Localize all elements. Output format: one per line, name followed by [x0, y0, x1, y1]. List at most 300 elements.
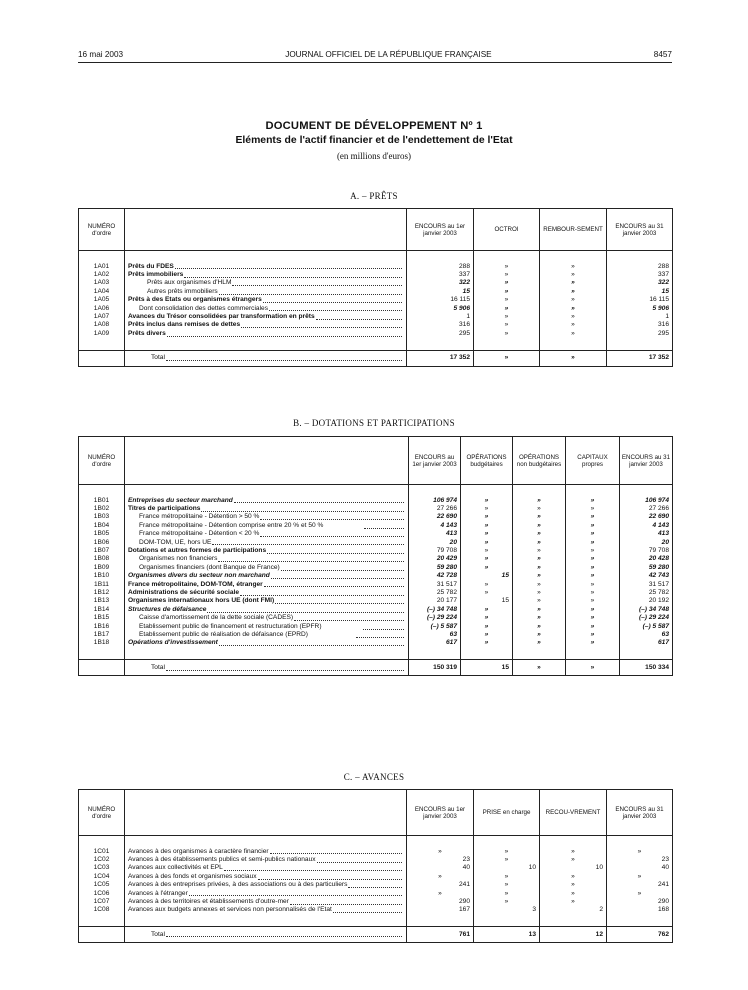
row-code: 1B03: [93, 513, 110, 521]
row-value: »: [461, 564, 513, 572]
row-label: Prêts du FDES: [128, 262, 174, 270]
row-value: 22 690: [409, 513, 461, 521]
row-value: »: [566, 614, 620, 622]
row-value: »: [607, 848, 673, 856]
endowments-row: [79, 614, 673, 622]
row-code: 1B15: [93, 614, 110, 622]
row-value: 5 906: [607, 305, 673, 313]
row-value: 288: [407, 263, 474, 271]
section-c-title: C. – AVANCES: [343, 772, 405, 782]
row-value: 20: [409, 539, 461, 547]
row-label-cell: [125, 513, 409, 521]
row-value: »: [513, 614, 566, 622]
total-value: 150 334: [620, 660, 673, 676]
endowments-row: [79, 564, 673, 572]
advances-col-header-3: PRISE en charge: [474, 790, 540, 836]
row-label: Avances à des organismes à caractère financier: [128, 847, 269, 855]
row-value: »: [540, 848, 607, 856]
row-value: »: [474, 313, 540, 321]
row-value: »: [540, 890, 607, 898]
row-value: 63: [409, 631, 461, 639]
endowments-row: [79, 522, 673, 530]
endowments-row: [79, 530, 673, 538]
row-value: »: [461, 581, 513, 589]
row-value: »: [566, 606, 620, 614]
row-value: »: [540, 898, 607, 906]
loans-col-header-1: [125, 209, 407, 251]
row-label-cell: [125, 864, 407, 872]
row-value: »: [513, 606, 566, 614]
row-code: 1A06: [93, 304, 110, 312]
journal-name: JOURNAL OFFICIEL DE LA RÉPUBLIQUE FRANÇAISE: [285, 50, 492, 59]
document-title: DOCUMENT DE DÉVELOPPEMENT Nº 1: [265, 120, 483, 132]
row-label: Prêts inclus dans remises de dettes: [128, 321, 241, 329]
total-label: Total: [151, 930, 165, 938]
advances-row: [79, 881, 673, 889]
row-value: 10: [540, 864, 607, 872]
endowments-row: [79, 505, 673, 513]
row-value: 31 517: [409, 581, 461, 589]
row-value: »: [513, 530, 566, 538]
row-value: 290: [607, 898, 673, 906]
row-label-cell: [125, 263, 407, 271]
row-label: Etablissement public de financement et restructuration (EPFR): [139, 623, 322, 630]
row-value: 2: [540, 906, 607, 914]
row-label: Avances à des établissements publics et semi-publics nationaux: [128, 855, 316, 863]
row-label: Organismes non financiers: [139, 555, 218, 563]
row-label-cell: [125, 639, 409, 647]
row-code: 1C06: [93, 889, 110, 897]
row-code: 1B13: [93, 597, 110, 605]
row-label: Avances à des territoires et établissements d'outre-mer: [128, 897, 289, 905]
row-value: 20: [620, 539, 673, 547]
row-label-cell: [125, 288, 407, 296]
row-label: Structures de défaisance: [128, 605, 207, 613]
row-label: Avances à l'étranger: [128, 889, 188, 897]
row-label: Autres prêts immobiliers: [147, 287, 218, 295]
loans-row: [79, 271, 673, 279]
row-label: Avances aux budgets annexes et services non personnalisés de l'Etat: [128, 906, 332, 914]
row-value: »: [566, 497, 620, 505]
row-value: »: [474, 305, 540, 313]
row-code: 1B14: [93, 605, 110, 613]
row-value: »: [407, 873, 474, 881]
row-label: France métropolitaine, DOM-TOM, étranger: [128, 580, 263, 588]
row-label: France métropolitaine - Détention > 50 %: [139, 513, 260, 521]
row-value: 241: [607, 881, 673, 889]
endowments-col-header-2: ENCOURS au 1er janvier 2003: [409, 437, 461, 485]
row-value: »: [566, 555, 620, 563]
row-label-cell: [125, 890, 407, 898]
row-value: »: [566, 564, 620, 572]
row-code: 1B16: [93, 622, 110, 630]
row-code: 1A08: [93, 321, 110, 329]
row-value: (–) 29 224: [620, 614, 673, 622]
total-value: »: [513, 660, 566, 676]
row-value: 27 266: [409, 505, 461, 513]
endowments-col-header-1: [125, 437, 409, 485]
row-code: 1B12: [93, 588, 110, 596]
row-value: 322: [607, 279, 673, 287]
row-label-cell: [125, 296, 407, 304]
row-value: »: [461, 631, 513, 639]
row-code: 1B11: [94, 580, 109, 588]
endowments-row: [79, 539, 673, 547]
row-code: 1B09: [93, 563, 110, 571]
row-code: 1B18: [93, 639, 110, 647]
row-value: »: [513, 631, 566, 639]
total-value: 17 352: [607, 350, 673, 366]
row-value: 413: [620, 530, 673, 538]
row-label: Avances à des fonds et organismes sociaux: [128, 872, 257, 880]
total-value: 761: [407, 927, 474, 943]
total-value: 17 352: [407, 350, 474, 366]
row-value: 40: [407, 864, 474, 872]
row-value: »: [461, 555, 513, 563]
loans-table: [78, 208, 673, 367]
loans-row: [79, 296, 673, 304]
row-value: 16 115: [607, 296, 673, 304]
row-value: (–) 34 748: [620, 606, 673, 614]
row-value: »: [540, 288, 607, 296]
document-unit: (en millions d'euros): [336, 151, 412, 161]
loans-row: [79, 321, 673, 329]
row-label-cell: [125, 321, 407, 329]
row-value: »: [461, 513, 513, 521]
row-value: »: [461, 606, 513, 614]
row-value: 15: [607, 288, 673, 296]
row-value: 79 708: [409, 547, 461, 555]
row-code: 1B01: [93, 496, 110, 504]
advances-col-header-2: ENCOURS au 1er janvier 2003: [407, 790, 474, 836]
row-label: Avances aux collectivités et EPL: [128, 864, 223, 872]
row-value: »: [474, 321, 540, 329]
loans-row: [79, 305, 673, 313]
row-value: 40: [607, 864, 673, 872]
advances-col-header-4: RECOU-VREMENT: [540, 790, 607, 836]
endowments-col-header-6: ENCOURS au 31 janvier 2003: [620, 437, 673, 485]
row-value: »: [461, 497, 513, 505]
row-value: »: [513, 547, 566, 555]
row-label: France métropolitaine - Détention < 20 %: [139, 530, 260, 538]
row-value: »: [540, 856, 607, 864]
row-label-cell: [125, 305, 407, 313]
advances-total-row: [79, 927, 673, 943]
row-label-cell: [125, 906, 407, 914]
row-value: 4 143: [620, 522, 673, 530]
row-value: »: [474, 279, 540, 287]
row-code: 1C04: [93, 872, 110, 880]
row-value: 20 428: [620, 555, 673, 563]
row-value: »: [407, 848, 474, 856]
row-label-cell: [125, 313, 407, 321]
row-label-cell: [125, 581, 409, 589]
row-value: 23: [607, 856, 673, 864]
total-label-cell: [125, 350, 407, 366]
row-value: »: [461, 589, 513, 597]
row-value: »: [513, 555, 566, 563]
row-value: 16 115: [407, 296, 474, 304]
total-value: 15: [461, 660, 513, 676]
row-value: (–) 29 224: [409, 614, 461, 622]
advances-row: [79, 906, 673, 914]
row-code: 1C01: [93, 847, 110, 855]
total-label-cell: [125, 927, 407, 943]
row-value: »: [566, 623, 620, 631]
endowments-row: [79, 623, 673, 631]
row-label: Entreprises du secteur marchand: [128, 496, 233, 504]
row-value: 20 192: [620, 597, 673, 605]
row-value: 15: [407, 288, 474, 296]
row-label-cell: [125, 539, 409, 547]
row-value: »: [461, 623, 513, 631]
total-label-cell: [125, 660, 409, 676]
row-value: 31 517: [620, 581, 673, 589]
row-value: »: [461, 639, 513, 647]
row-value: »: [513, 497, 566, 505]
advances-row: [79, 890, 673, 898]
row-value: »: [513, 522, 566, 530]
row-value: 27 266: [620, 505, 673, 513]
row-label: Avances du Trésor consolidées par transformation en prêts: [128, 312, 315, 320]
row-value: »: [540, 279, 607, 287]
row-value: 106 974: [620, 497, 673, 505]
row-value: 316: [607, 321, 673, 329]
loans-col-header-0: NUMÉRO d'ordre: [79, 209, 125, 251]
row-label-cell: [125, 522, 409, 530]
row-value: »: [540, 873, 607, 881]
row-value: 167: [407, 906, 474, 914]
row-code: 1B04: [93, 521, 110, 529]
loans-col-header-3: OCTROI: [474, 209, 540, 251]
row-code: 1B17: [93, 631, 110, 638]
row-value: »: [540, 296, 607, 304]
row-value: »: [461, 522, 513, 530]
row-value: »: [461, 539, 513, 547]
row-label: Prêts aux organismes d'HLM: [147, 279, 232, 287]
row-value: »: [474, 856, 540, 864]
total-value: 12: [540, 927, 607, 943]
endowments-table: [78, 436, 673, 676]
total-value: »: [540, 350, 607, 366]
row-value: 337: [607, 271, 673, 279]
endowments-row: [79, 606, 673, 614]
endowments-col-header-4: OPÉRATIONS non budgétaires: [513, 437, 566, 485]
endowments-row: [79, 589, 673, 597]
row-code: 1A02: [93, 270, 110, 278]
row-value: 316: [407, 321, 474, 329]
row-code: 1B08: [93, 555, 110, 563]
row-value: 59 280: [409, 564, 461, 572]
advances-row: [79, 848, 673, 856]
document-subtitle: Eléments de l'actif financier et de l'endettement de l'Etat: [235, 135, 513, 146]
loans-row: [79, 330, 673, 338]
row-label-cell: [125, 271, 407, 279]
row-value: 23: [407, 856, 474, 864]
row-label: Prêts immobiliers: [128, 270, 184, 278]
row-label: Prêts à des Etats ou organismes étrangers: [128, 296, 262, 304]
advances-row: [79, 864, 673, 872]
advances-col-header-5: ENCOURS au 31 janvier 2003: [607, 790, 673, 836]
row-value: »: [474, 873, 540, 881]
row-code: 1B05: [93, 530, 110, 538]
advances-row: [79, 898, 673, 906]
row-label-cell: [125, 631, 409, 639]
row-value: »: [407, 890, 474, 898]
loans-row: [79, 313, 673, 321]
row-value: »: [474, 890, 540, 898]
section-b-title: B. – DOTATIONS ET PARTICIPATIONS: [293, 418, 455, 428]
row-code: 1B02: [93, 504, 110, 512]
row-value: »: [607, 873, 673, 881]
row-value: »: [566, 539, 620, 547]
row-value: »: [461, 547, 513, 555]
row-value: »: [474, 263, 540, 271]
running-head: [78, 50, 672, 59]
total-value: 13: [474, 927, 540, 943]
row-value: 63: [620, 631, 673, 639]
row-code: 1C02: [93, 855, 110, 863]
row-code: 1A01: [93, 262, 110, 270]
row-value: 59 280: [620, 564, 673, 572]
row-label-cell: [125, 881, 407, 889]
row-label-cell: [125, 547, 409, 555]
row-value: »: [540, 263, 607, 271]
row-label: Administrations de sécurité sociale: [128, 588, 240, 596]
endowments-row: [79, 555, 673, 563]
total-value: 150 319: [409, 660, 461, 676]
row-value: »: [566, 513, 620, 521]
row-code: 1A07: [93, 312, 110, 320]
row-value: 20 429: [409, 555, 461, 563]
row-code: 1C03: [93, 864, 110, 872]
row-label: Etablissement public de réalisation de défaisance (EPRD): [139, 631, 308, 639]
row-label-cell: [125, 564, 409, 572]
row-value: 241: [407, 881, 474, 889]
row-value: 1: [407, 313, 474, 321]
loans-row: [79, 288, 673, 296]
endowments-row: [79, 639, 673, 647]
endowments-row: [79, 547, 673, 555]
row-label-cell: [125, 597, 409, 605]
endowments-col-header-5: CAPITAUX propres: [566, 437, 620, 485]
row-value: 42 728: [409, 572, 461, 580]
row-value: »: [566, 639, 620, 647]
row-code: 1C08: [93, 906, 110, 914]
row-value: »: [540, 305, 607, 313]
advances-row: [79, 856, 673, 864]
row-value: »: [540, 313, 607, 321]
row-value: 15: [461, 572, 513, 580]
row-label: Organismes internationaux hors UE (dont FMI): [128, 597, 275, 605]
row-label: Prêts divers: [128, 329, 166, 337]
total-value: »: [566, 660, 620, 676]
row-value: »: [513, 597, 566, 605]
row-value: »: [566, 572, 620, 580]
total-label: Total: [151, 353, 165, 361]
row-value: »: [461, 505, 513, 513]
row-value: »: [566, 631, 620, 639]
endowments-row: [79, 597, 673, 605]
row-value: 413: [409, 530, 461, 538]
row-value: 322: [407, 279, 474, 287]
row-value: »: [474, 271, 540, 279]
row-label-cell: [125, 572, 409, 580]
row-value: 337: [407, 271, 474, 279]
row-label: Organismes financiers (dont Banque de France): [139, 563, 280, 571]
row-value: »: [474, 898, 540, 906]
loans-row: [79, 263, 673, 271]
row-value: »: [474, 848, 540, 856]
row-value: 25 782: [409, 589, 461, 597]
row-label: Dotations et autres formes de participations: [128, 546, 267, 554]
row-label: Opérations d'investissement: [128, 639, 218, 647]
total-value: »: [474, 350, 540, 366]
endowments-row: [79, 572, 673, 580]
row-value: »: [513, 513, 566, 521]
row-value: »: [474, 296, 540, 304]
row-value: »: [513, 505, 566, 513]
advances-col-header-1: [125, 790, 407, 836]
row-value: (–) 5 587: [409, 623, 461, 631]
row-label-cell: [125, 606, 409, 614]
row-label: Dont consolidation des dettes commerciales: [139, 304, 269, 312]
row-value: »: [566, 530, 620, 538]
row-value: 20 177: [409, 597, 461, 605]
row-value: 3: [474, 906, 540, 914]
row-value: 295: [407, 330, 474, 338]
loans-total-row: [79, 350, 673, 366]
row-value: »: [540, 271, 607, 279]
endowments-row: [79, 631, 673, 639]
row-label: Titres de participations: [128, 504, 201, 512]
row-value: »: [566, 522, 620, 530]
row-label: Organismes divers du secteur non marchand: [128, 572, 270, 580]
endowments-col-header-0: NUMÉRO d'ordre: [79, 437, 125, 485]
row-code: 1A03: [93, 279, 110, 287]
row-value: 168: [607, 906, 673, 914]
row-value: 617: [620, 639, 673, 647]
row-value: »: [461, 530, 513, 538]
row-value: »: [566, 505, 620, 513]
row-value: »: [474, 330, 540, 338]
row-label-cell: [125, 856, 407, 864]
advances-col-header-0: NUMÉRO d'ordre: [79, 790, 125, 836]
row-value: »: [513, 639, 566, 647]
row-value: 10: [474, 864, 540, 872]
row-label-cell: [125, 530, 409, 538]
row-value: 25 782: [620, 589, 673, 597]
row-value: »: [513, 589, 566, 597]
row-value: 4 143: [409, 522, 461, 530]
row-label-cell: [125, 623, 409, 631]
loans-col-header-5: ENCOURS au 31 janvier 2003: [607, 209, 673, 251]
row-label-cell: [125, 505, 409, 513]
row-label-cell: [125, 279, 407, 287]
row-value: 106 974: [409, 497, 461, 505]
row-value: »: [566, 581, 620, 589]
endowments-total-row: [79, 660, 673, 676]
endowments-row: [79, 497, 673, 505]
row-label-cell: [125, 614, 409, 622]
advances-table: [78, 789, 673, 943]
row-value: »: [540, 330, 607, 338]
row-value: »: [566, 589, 620, 597]
row-label: DOM-TOM, UE, hors UE: [139, 538, 212, 546]
section-a-title: A. – PRÊTS: [350, 191, 398, 201]
row-value: 290: [407, 898, 474, 906]
row-label-cell: [125, 873, 407, 881]
